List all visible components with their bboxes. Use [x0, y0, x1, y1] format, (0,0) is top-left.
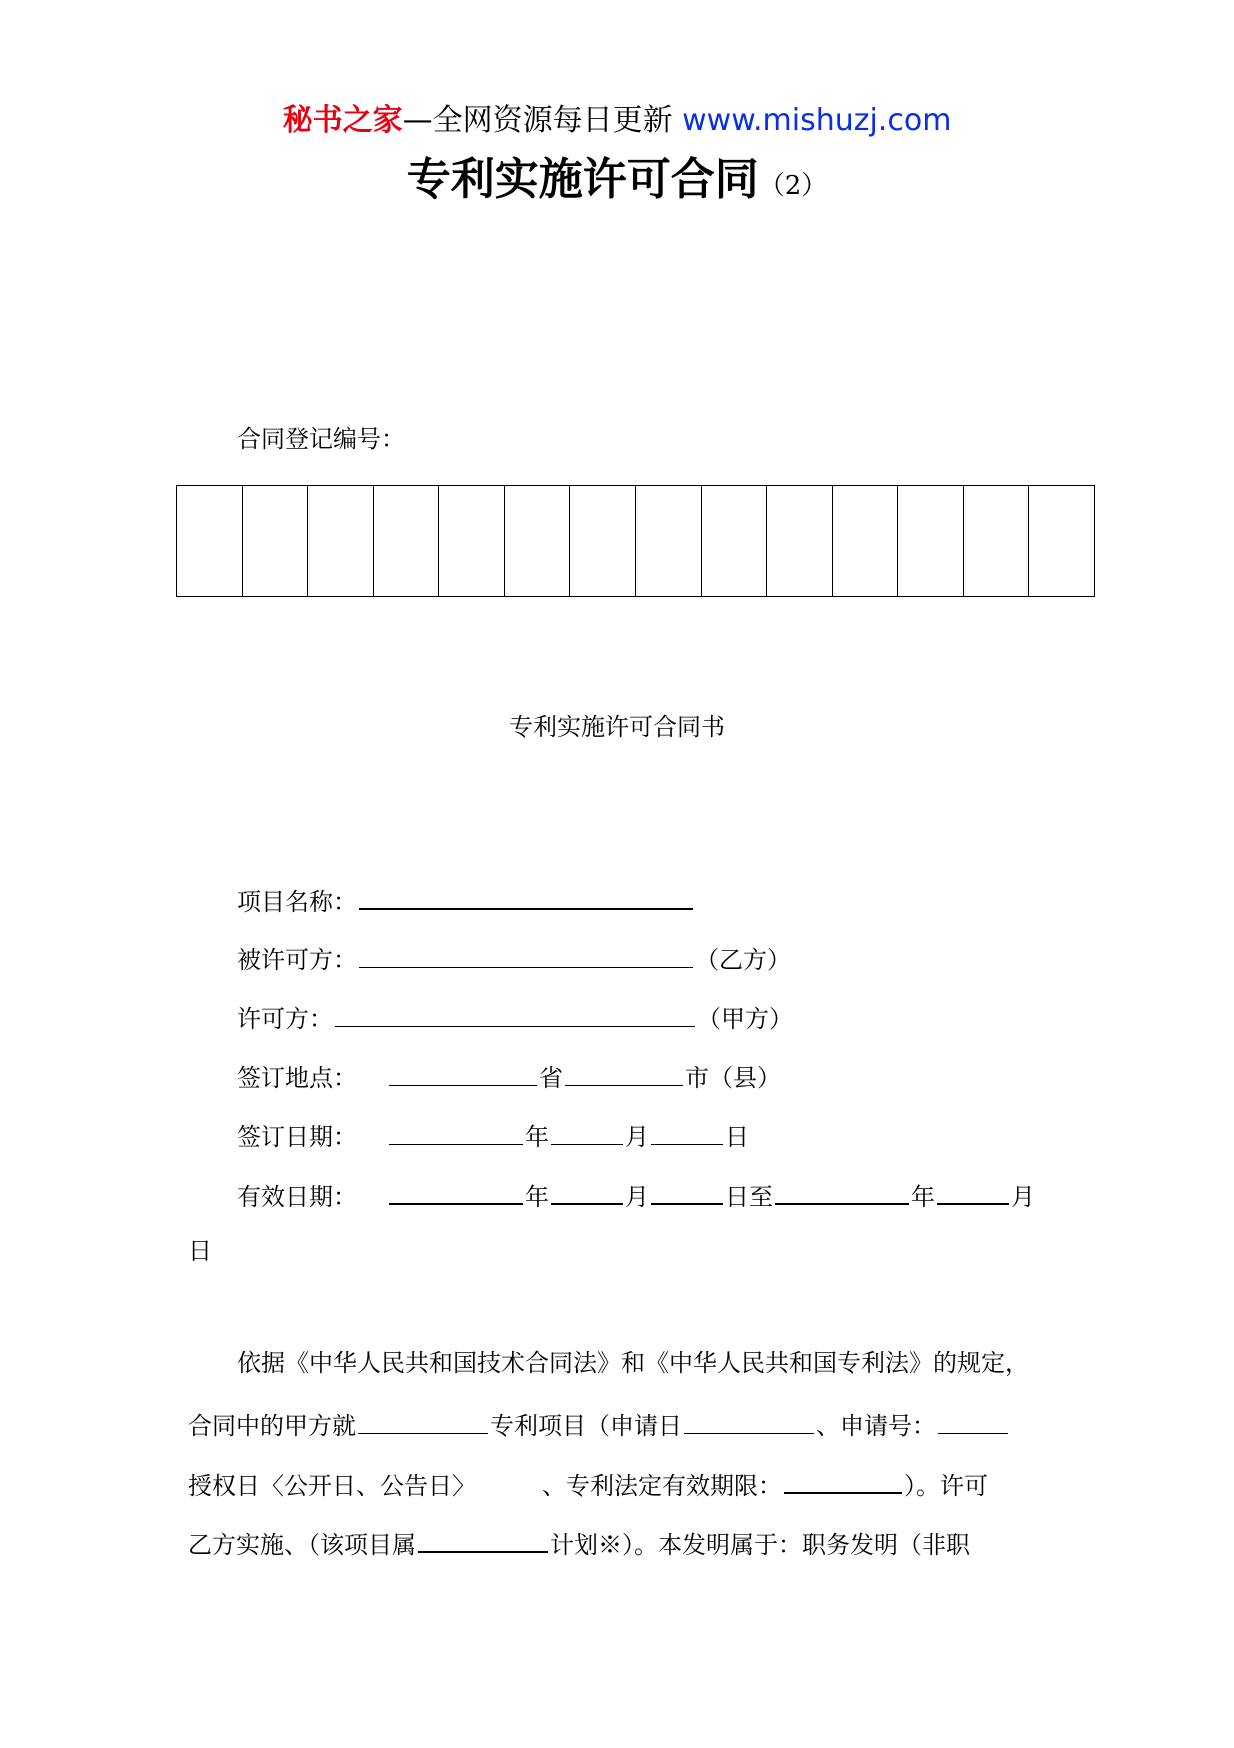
registration-digit-box[interactable]: [635, 486, 701, 597]
valid-date-line: [237, 1177, 1035, 1212]
licensee-blank[interactable]: [359, 941, 693, 968]
paragraph-line-3-a: 授权日〈公开日、公告日〉: [188, 1472, 476, 1500]
project-name-line: [237, 882, 695, 917]
paragraph-line-1: 依据《中华人民共和国技术合同法》和《中华人民共和国专利法》的规定，: [237, 1349, 1029, 1377]
registration-digit-box[interactable]: [767, 486, 833, 597]
registration-digit-box[interactable]: [177, 486, 243, 597]
valid-end-month-label: 月: [1011, 1183, 1035, 1211]
paragraph-line-3: [188, 1466, 988, 1501]
sign-month-blank[interactable]: [551, 1118, 623, 1145]
province-blank[interactable]: [389, 1059, 537, 1086]
sign-year-blank[interactable]: [389, 1118, 523, 1145]
valid-date-label: 有效日期：: [237, 1183, 357, 1211]
valid-start-month-label: 月: [625, 1183, 649, 1211]
valid-end-year-blank[interactable]: [775, 1177, 909, 1205]
sign-date-line: [237, 1118, 749, 1152]
sign-day-blank[interactable]: [651, 1118, 723, 1145]
registration-digit-box[interactable]: [242, 486, 308, 597]
valid-start-year-label: 年: [525, 1183, 549, 1211]
paragraph-line-3-b: 、专利法定有效期限：: [542, 1472, 782, 1500]
site-banner: [0, 101, 1234, 141]
banner-tagline: —全网资源每日更新: [402, 103, 683, 138]
licensee-suffix: （乙方）: [695, 946, 791, 974]
sign-place-line: [237, 1059, 781, 1093]
registration-label: 合同登记编号：: [237, 425, 405, 453]
licensor-suffix: （甲方）: [697, 1005, 793, 1033]
paragraph-line-4-b: 计划※）。本发明属于：职务发明（非职: [550, 1531, 970, 1559]
banner-brand: 秘书之家: [282, 103, 403, 138]
sign-place-label: 签订地点：: [237, 1064, 357, 1092]
paragraph-line-2-b: 专利项目（申请日: [490, 1412, 682, 1440]
validity-term-blank[interactable]: [784, 1466, 902, 1494]
title-number: （2）: [758, 171, 828, 201]
application-date-blank[interactable]: [684, 1407, 814, 1434]
registration-digit-box[interactable]: [570, 486, 636, 597]
document-title: [0, 152, 1234, 217]
registration-number-grid: [176, 485, 1095, 597]
valid-end-year-label: 年: [911, 1183, 935, 1211]
banner-url[interactable]: www.mishuzj.com: [682, 103, 952, 138]
plan-blank[interactable]: [418, 1525, 548, 1553]
licensor-line: [237, 1000, 793, 1034]
title-main: 专利实施许可合同: [406, 154, 759, 205]
registration-digit-box[interactable]: [1029, 486, 1095, 597]
licensor-blank[interactable]: [335, 1000, 695, 1027]
registration-digit-box[interactable]: [439, 486, 505, 597]
project-name-label: 项目名称：: [237, 888, 357, 916]
document-subtitle: 专利实施许可合同书: [509, 713, 725, 741]
paragraph-line-2-a: 合同中的甲方就: [188, 1412, 356, 1440]
registration-digit-box[interactable]: [373, 486, 439, 597]
valid-end-day-label: 日: [188, 1237, 212, 1265]
licensor-label: 许可方：: [237, 1005, 333, 1033]
city-blank[interactable]: [565, 1059, 683, 1086]
valid-end-month-blank[interactable]: [937, 1177, 1009, 1205]
valid-start-year-blank[interactable]: [389, 1177, 523, 1205]
sign-year-label: 年: [525, 1123, 549, 1151]
registration-digit-box[interactable]: [504, 486, 570, 597]
paragraph-line-3-c: ）。许可: [904, 1472, 988, 1500]
paragraph-line-4: [188, 1525, 970, 1560]
application-number-blank[interactable]: [938, 1407, 1008, 1434]
registration-digit-box[interactable]: [701, 486, 767, 597]
patent-party-blank[interactable]: [358, 1407, 488, 1434]
registration-digit-box[interactable]: [963, 486, 1029, 597]
sign-day-label: 日: [725, 1123, 749, 1151]
paragraph-line-2: [188, 1407, 1010, 1441]
registration-digit-box[interactable]: [308, 486, 374, 597]
city-label: 市（县）: [685, 1064, 781, 1092]
licensee-line: [237, 941, 791, 975]
valid-start-month-blank[interactable]: [551, 1177, 623, 1205]
registration-grid-row: [177, 486, 1095, 597]
paragraph-line-2-c: 、申请号：: [816, 1412, 936, 1440]
registration-digit-box[interactable]: [898, 486, 964, 597]
valid-start-day-blank[interactable]: [651, 1177, 723, 1205]
licensee-label: 被许可方：: [237, 946, 357, 974]
sign-month-label: 月: [625, 1123, 649, 1151]
sign-date-label: 签订日期：: [237, 1123, 357, 1151]
registration-digit-box[interactable]: [832, 486, 898, 597]
project-name-blank[interactable]: [359, 882, 693, 910]
province-label: 省: [539, 1064, 563, 1092]
valid-day-to-label: 日至: [725, 1183, 773, 1211]
paragraph-line-4-a: 乙方实施、（该项目属: [188, 1531, 416, 1559]
